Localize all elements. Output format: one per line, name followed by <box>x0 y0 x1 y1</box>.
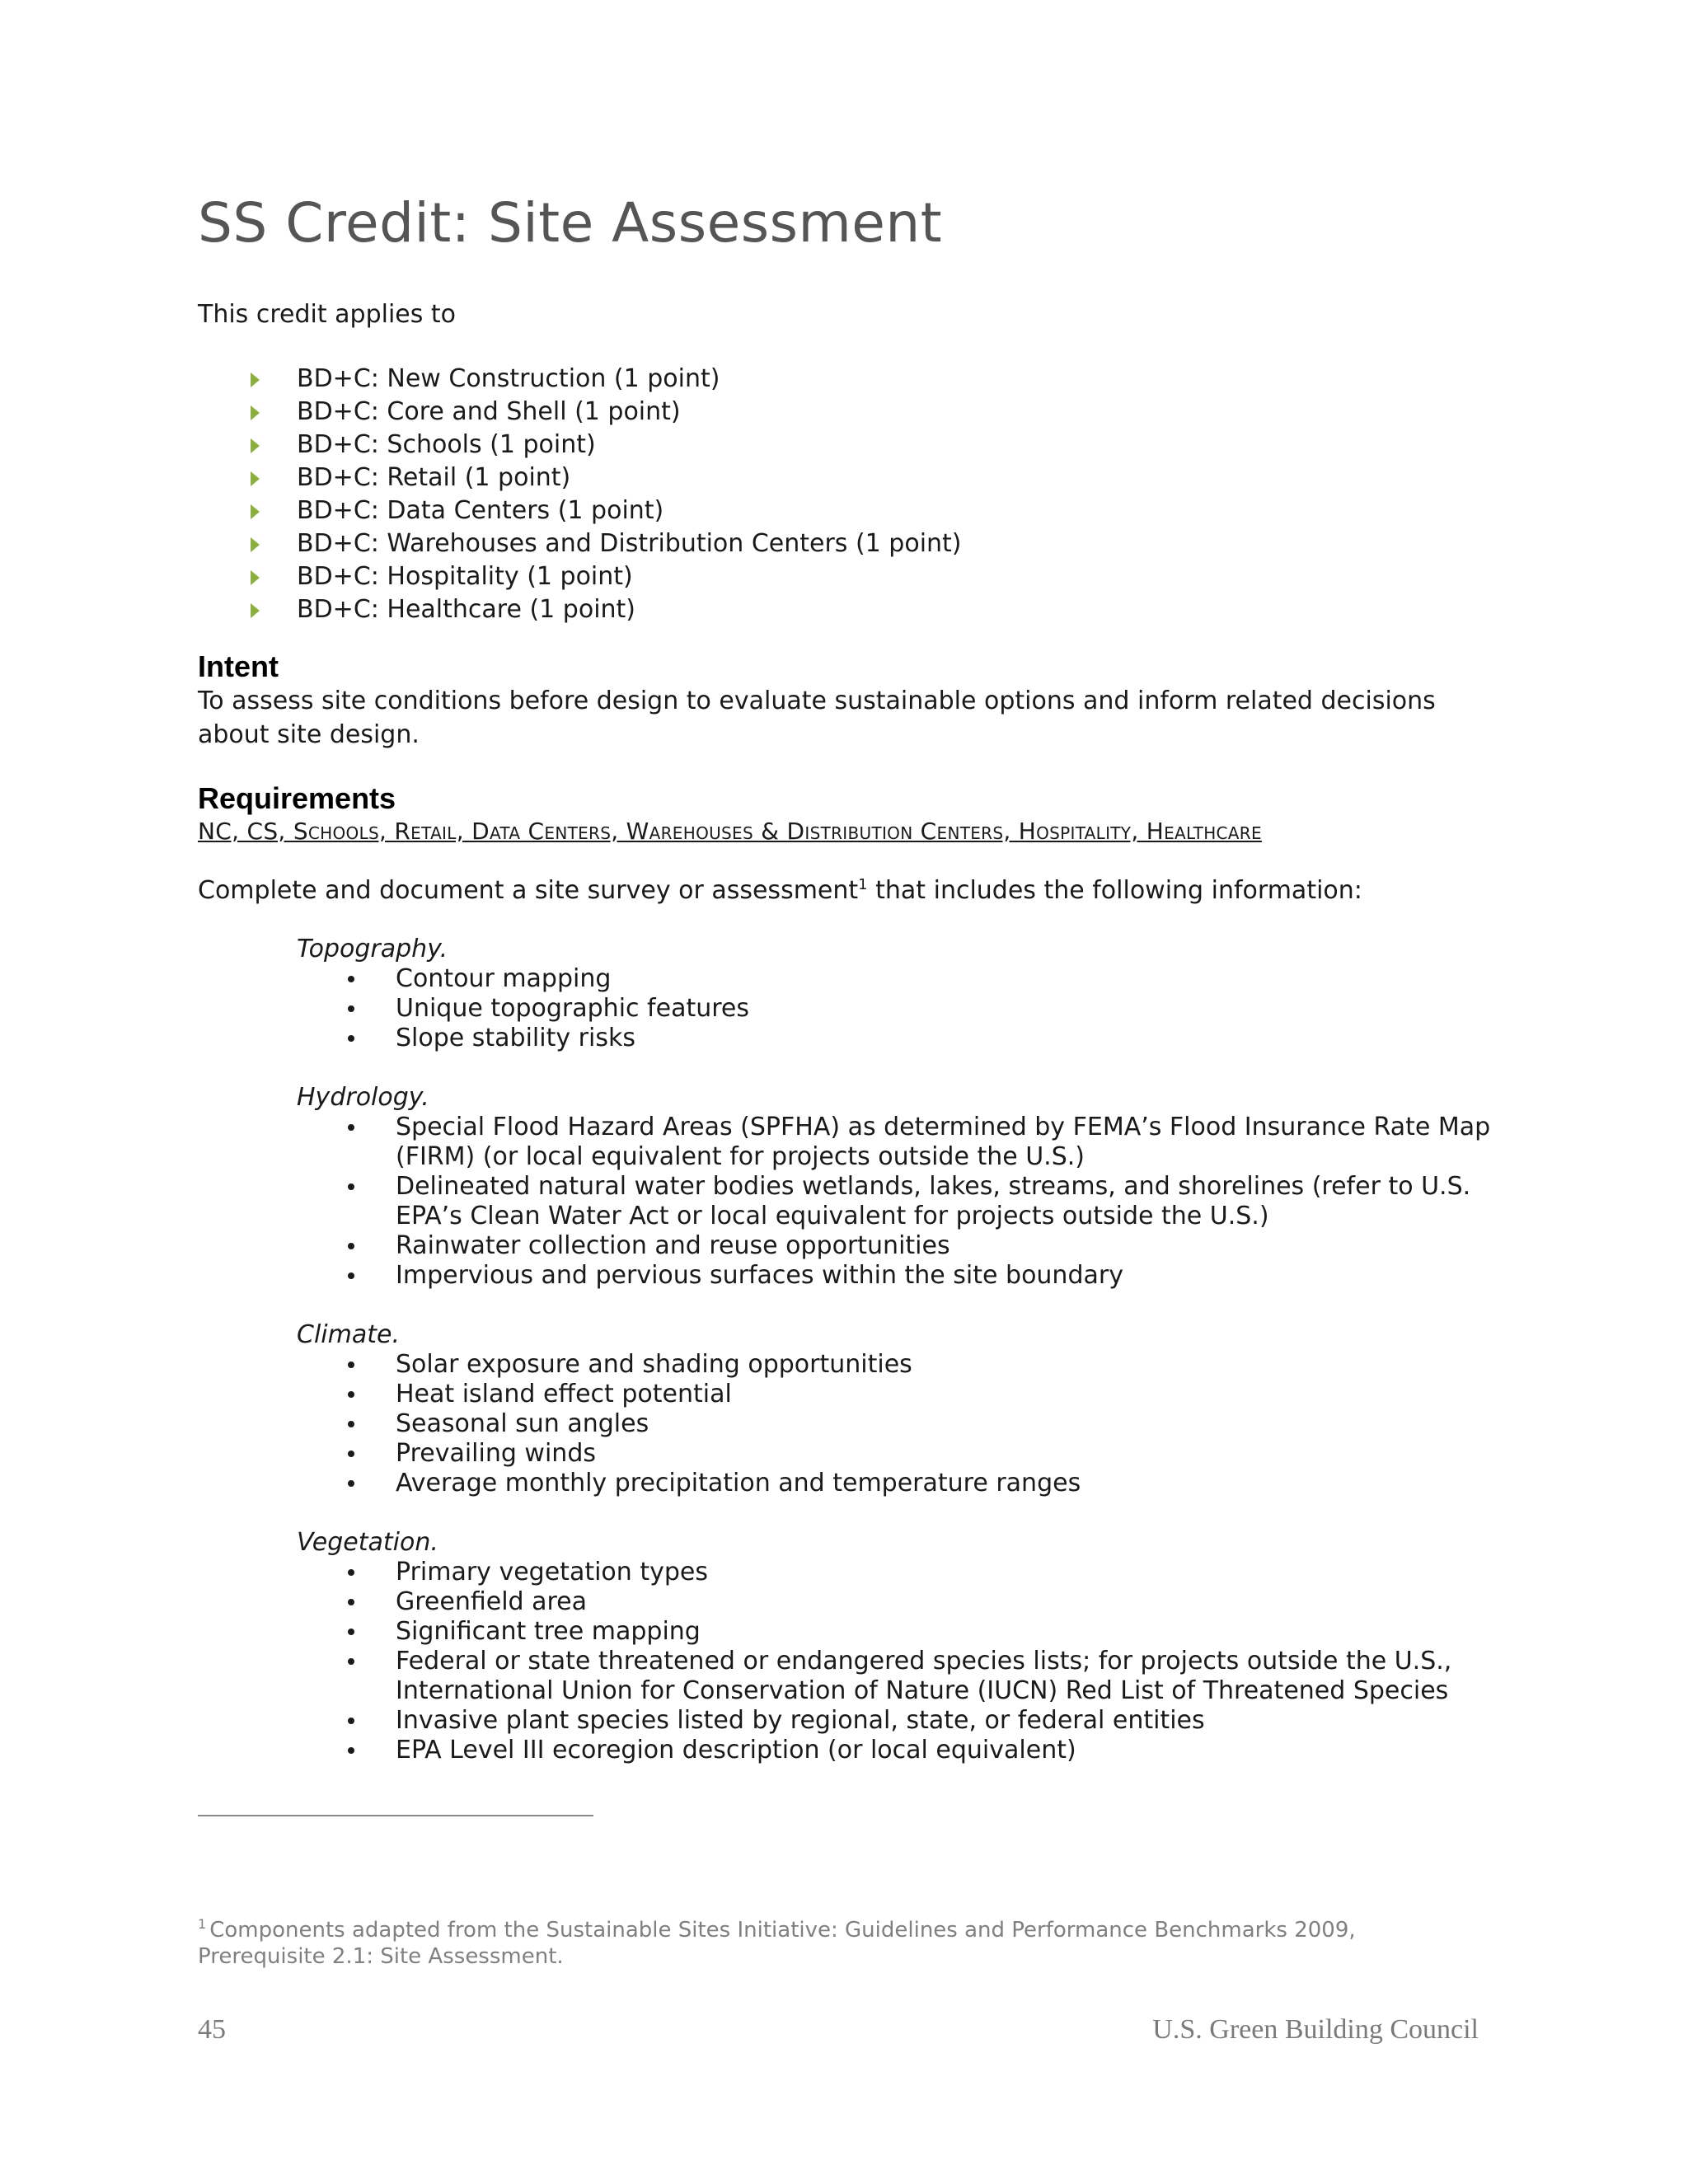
applies-intro: This credit applies to <box>198 300 457 329</box>
list-item: BD+C: Retail (1 point) <box>198 462 962 494</box>
arrow-bullet-icon <box>251 570 260 585</box>
footer-organization: U.S. Green Building Council <box>1152 2014 1479 2045</box>
list-item: Primary vegetation types <box>297 1558 1500 1587</box>
bullet-dot-icon <box>348 1421 354 1427</box>
list-item: Rainwater collection and reuse opportunities <box>297 1231 1500 1261</box>
requirements-intro: Complete and document a site survey or assessment$^1$ that includes the following information: <box>198 876 1362 905</box>
arrow-bullet-icon <box>251 438 260 453</box>
requirements-subheading: NC, CS, Schools, Retail, Data Centers, Warehouses & Distribution Centers, Hospitality, Healthcare <box>198 818 1262 845</box>
arrow-bullet-icon <box>251 537 260 552</box>
bullet-dot-icon <box>348 1599 354 1605</box>
bullet-dot-icon <box>348 1272 354 1279</box>
bullet-dot-icon <box>348 1480 354 1487</box>
list-item: BD+C: Warehouses and Distribution Centers (1 point) <box>198 527 962 560</box>
bullet-dot-icon <box>348 1658 354 1665</box>
hydrology-group <box>297 1083 1500 1291</box>
bullet-dot-icon <box>348 1124 354 1131</box>
topography-group <box>297 935 1500 1053</box>
list-item: Significant tree mapping <box>297 1617 1500 1647</box>
footnote-mark: 1 <box>198 1916 207 1933</box>
arrow-bullet-icon <box>251 471 260 486</box>
list-item: Slope stability risks <box>297 1024 1500 1053</box>
list-item: Seasonal sun angles <box>297 1409 1500 1439</box>
footnote-divider <box>198 1815 593 1816</box>
page-title: SS Credit: Site Assessment <box>198 191 943 255</box>
bullet-dot-icon <box>348 1243 354 1249</box>
list-item: Greenfield area <box>297 1587 1500 1617</box>
list-item: Solar exposure and shading opportunities <box>297 1350 1500 1380</box>
list-item: Invasive plant species listed by regional, state, or federal entities <box>297 1706 1500 1736</box>
arrow-bullet-icon <box>251 373 260 387</box>
bullet-dot-icon <box>348 1569 354 1576</box>
list-item: Heat island effect potential <box>297 1380 1500 1409</box>
list-item: Contour mapping <box>297 964 1500 994</box>
vegetation-group <box>297 1528 1500 1765</box>
intent-heading: Intent <box>198 649 279 683</box>
group-title: Topography. <box>297 935 448 963</box>
bullet-dot-icon <box>348 1451 354 1457</box>
requirements-heading: Requirements <box>198 781 396 815</box>
intent-text: To assess site conditions before design to evaluate sustainable options and inform related decisions about site design. <box>198 687 1436 749</box>
bullet-dot-icon <box>348 1747 354 1754</box>
footnote: $^1$ Components adapted from the Sustainable Sites Initiative: Guidelines and Performance Benchmarks 2009, Prerequisite 2.1: Site Assessment. <box>198 1916 1356 1969</box>
bullet-dot-icon <box>348 976 354 982</box>
bullet-dot-icon <box>348 1035 354 1042</box>
list-item: Federal or state threatened or endangered species lists; for projects outside the U.S., International Union for Conservation of Nature (IUCN) Red List of Threatened Species <box>297 1647 1500 1706</box>
list-item: EPA Level III ecoregion description (or local equivalent) <box>297 1736 1500 1765</box>
arrow-bullet-icon <box>251 603 260 618</box>
list-item: BD+C: Hospitality (1 point) <box>198 560 962 593</box>
list-item: Impervious and pervious surfaces within the site boundary <box>297 1261 1500 1291</box>
list-item: Average monthly precipitation and temperature ranges <box>297 1469 1500 1498</box>
applies-list <box>198 363 962 626</box>
group-title: Vegetation. <box>297 1528 438 1557</box>
list-item: Unique topographic features <box>297 994 1500 1024</box>
group-title: Climate. <box>297 1320 400 1349</box>
list-item: BD+C: Schools (1 point) <box>198 429 962 462</box>
list-item: Special Flood Hazard Areas (SPFHA) as determined by FEMA’s Flood Insurance Rate Map (FIRM) (or local equivalent for projects outside the U.S.) <box>297 1113 1500 1172</box>
bullet-dot-icon <box>348 1183 354 1190</box>
bullet-dot-icon <box>348 1005 354 1012</box>
bullet-dot-icon <box>348 1361 354 1368</box>
bullet-dot-icon <box>348 1718 354 1724</box>
list-item: BD+C: Core and Shell (1 point) <box>198 396 962 429</box>
climate-group <box>297 1320 1500 1498</box>
list-item: Prevailing winds <box>297 1439 1500 1469</box>
page-number: 45 <box>198 2014 226 2045</box>
list-item: BD+C: Data Centers (1 point) <box>198 494 962 527</box>
list-item: Delineated natural water bodies wetlands, lakes, streams, and shorelines (refer to U.S. EPA’s Clean Water Act or local equivalent for projects outside the U.S.) <box>297 1172 1500 1231</box>
arrow-bullet-icon <box>251 405 260 420</box>
list-item: BD+C: Healthcare (1 point) <box>198 593 962 626</box>
group-title: Hydrology. <box>297 1083 429 1112</box>
bullet-dot-icon <box>348 1629 354 1635</box>
footnote-reference: 1 <box>858 876 868 893</box>
arrow-bullet-icon <box>251 504 260 519</box>
list-item: BD+C: New Construction (1 point) <box>198 363 962 396</box>
bullet-dot-icon <box>348 1391 354 1398</box>
